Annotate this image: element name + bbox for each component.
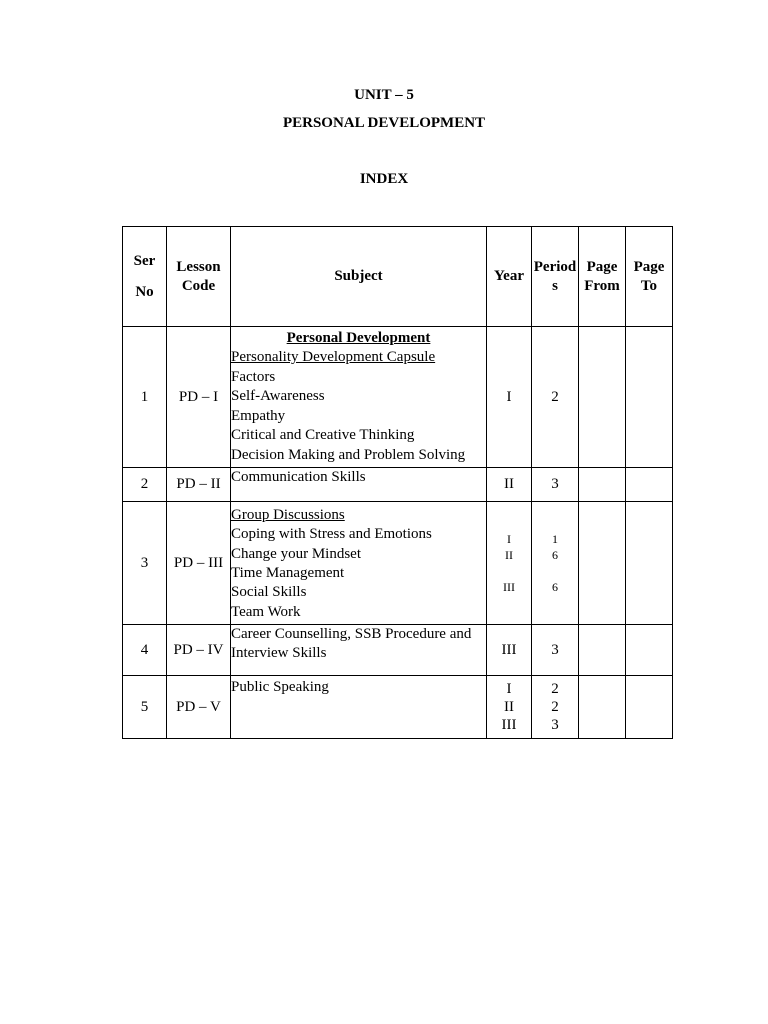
- subject-item: Group Discussions: [231, 506, 345, 523]
- year-value: I: [506, 681, 512, 697]
- subject-cell: [231, 625, 487, 676]
- col-periods-suffix: s: [552, 277, 558, 294]
- subject-item: Coping with Stress and Emotions: [231, 526, 432, 543]
- subject-cell: [231, 468, 487, 502]
- page-to-cell: [626, 468, 673, 502]
- ser-cell: 1: [123, 327, 167, 468]
- subject-item: Critical and Creative Thinking: [231, 427, 415, 444]
- year-cell: I: [487, 327, 532, 468]
- periods-value: 6: [552, 580, 558, 594]
- table-row: [123, 625, 673, 676]
- col-lesson-code: [167, 227, 231, 327]
- col-page-to-label: Page: [633, 258, 665, 275]
- lesson-code-cell: PD – III: [167, 502, 231, 625]
- periods-value: 2: [551, 699, 559, 715]
- year-cell: II: [487, 468, 532, 502]
- subject-item: Self-Awareness: [231, 388, 325, 405]
- year-value: II: [504, 699, 514, 715]
- col-page-from: [579, 227, 626, 327]
- periods-value: 3: [551, 717, 559, 733]
- periods-cell: [532, 502, 579, 625]
- ser-cell: 5: [123, 676, 167, 739]
- year-value: III: [503, 580, 515, 594]
- lesson-code-cell: PD – II: [167, 468, 231, 502]
- table-row: [123, 676, 673, 739]
- subject-cell: [231, 327, 487, 468]
- table-row: [123, 502, 673, 625]
- page-from-cell: [579, 625, 626, 676]
- index-heading: INDEX: [359, 171, 409, 187]
- year-value: III: [501, 717, 517, 733]
- year-value: I: [507, 532, 511, 546]
- table-row: [123, 468, 673, 502]
- subject-item: Career Counselling, SSB Procedure and: [231, 626, 472, 642]
- subject-cell: [231, 502, 487, 625]
- col-page-from-label: Page: [586, 258, 618, 275]
- subject-item: Time Management: [231, 565, 345, 581]
- lesson-code-cell: PD – I: [167, 327, 231, 468]
- subject-title: Personal Development: [286, 330, 431, 347]
- index-table: [122, 226, 673, 739]
- subject-item: Decision Making and Problem Solving: [231, 446, 466, 463]
- ser-cell: 4: [123, 625, 167, 676]
- subject-item: Interview Skills: [231, 645, 327, 662]
- subject-item: Public Speaking: [231, 679, 329, 695]
- periods-cell: 3: [532, 625, 579, 676]
- ser-cell: 3: [123, 502, 167, 625]
- page-from-cell: [579, 502, 626, 625]
- page-from-cell: [579, 468, 626, 502]
- lesson-code-cell: PD – V: [167, 676, 231, 739]
- periods-cell: [532, 676, 579, 739]
- year-cell: [487, 676, 532, 739]
- page-title: PERSONAL DEVELOPMENT: [282, 115, 486, 131]
- col-page-to-suffix: To: [640, 277, 658, 294]
- page-to-cell: [626, 625, 673, 676]
- subject-item: Personality Development Capsule: [231, 349, 436, 366]
- subject-item: Empathy: [231, 407, 286, 424]
- periods-value: 2: [551, 681, 559, 697]
- subject-item: Change your Mindset: [231, 545, 361, 562]
- page-to-cell: [626, 502, 673, 625]
- col-year: Year: [487, 227, 532, 327]
- ser-cell: 2: [123, 468, 167, 502]
- periods-cell: 2: [532, 327, 579, 468]
- unit-heading: UNIT – 5: [354, 87, 414, 103]
- subject-item: Communication Skills: [231, 469, 366, 485]
- year-cell: III: [487, 625, 532, 676]
- page-to-cell: [626, 676, 673, 739]
- col-code-label: Code: [181, 277, 216, 294]
- table-header-row: [123, 227, 673, 327]
- col-page-to: [626, 227, 673, 327]
- col-subject: Subject: [231, 227, 487, 327]
- col-lesson-label: Lesson: [176, 258, 221, 275]
- table-row: [123, 327, 673, 468]
- subject-item: Team Work: [231, 603, 301, 620]
- col-periods-label: Period: [533, 258, 577, 275]
- year-value: II: [505, 548, 513, 562]
- periods-value: 1: [552, 532, 558, 546]
- col-ser-no: [123, 227, 167, 327]
- page-from-cell: [579, 676, 626, 739]
- col-periods: [532, 227, 579, 327]
- periods-cell: 3: [532, 468, 579, 502]
- col-page-from-suffix: From: [584, 277, 620, 294]
- subject-cell: [231, 676, 487, 739]
- page-to-cell: [626, 327, 673, 468]
- col-no-label: No: [135, 283, 154, 300]
- periods-value: 6: [552, 548, 558, 562]
- lesson-code-cell: PD – IV: [167, 625, 231, 676]
- subject-item: Social Skills: [231, 584, 307, 601]
- page-from-cell: [579, 327, 626, 468]
- year-cell: [487, 502, 532, 625]
- col-ser-label: Ser: [133, 252, 156, 269]
- subject-item: Factors: [231, 368, 276, 385]
